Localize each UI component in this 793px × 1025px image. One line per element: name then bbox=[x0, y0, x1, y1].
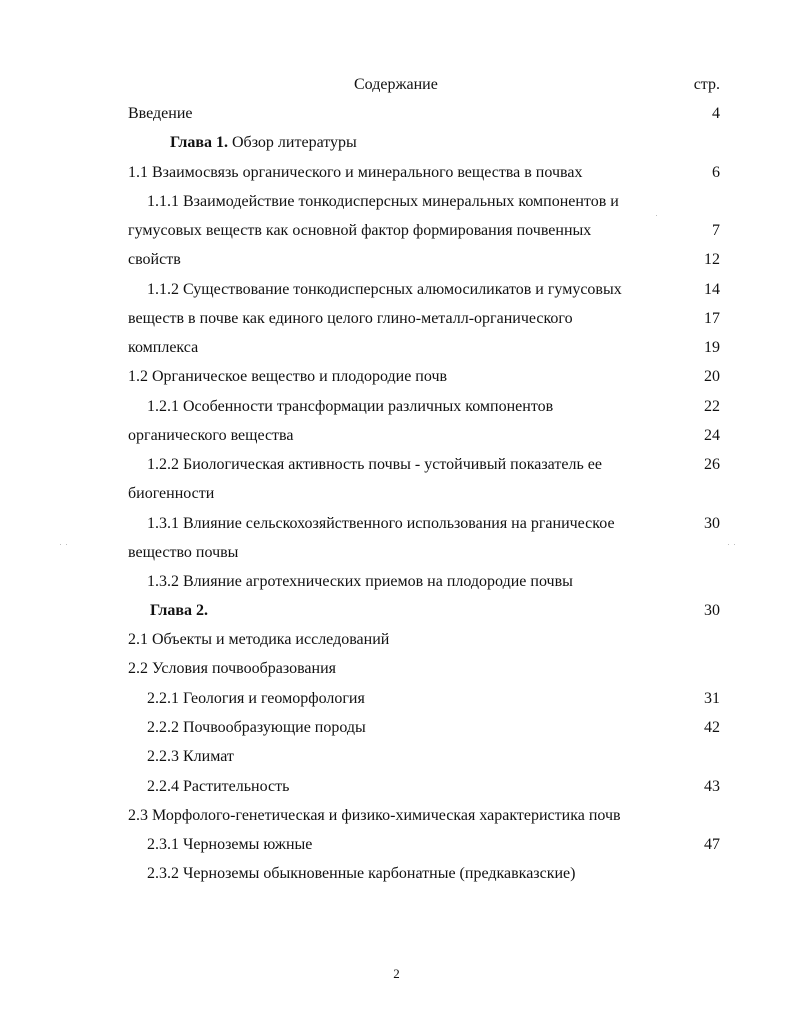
footer-page-number: 2 bbox=[393, 966, 400, 981]
toc-entry-2-2: 2.2 Условия почвообразования bbox=[128, 660, 337, 677]
toc-entry-1-2: 1.2 Органическое вещество и плодородие почв bbox=[128, 368, 448, 385]
toc-entry-chapter-2: Глава 2. bbox=[150, 602, 208, 619]
toc-entry-2-3-2: 2.3.2 Черноземы обыкновенные карбонатные (предкавказские) bbox=[147, 865, 576, 882]
toc-entry-2-2-2: 2.2.2 Почвообразующие породы bbox=[147, 719, 366, 736]
toc-entry-1-3-1: 1.3.1 Влияние сельскохозяйственного использования на рганическое bbox=[147, 515, 615, 532]
page-number-entry: 47 bbox=[704, 836, 720, 853]
page-number-entry: 14 bbox=[704, 281, 720, 298]
toc-entry-1-2-2: 1.2.2 Биологическая активность почвы - устойчивый показатель ее bbox=[147, 456, 602, 473]
toc-entry-2-2-1: 2.2.1 Геология и геоморфология bbox=[147, 690, 365, 707]
toc-entry-2-2-4: 2.2.4 Растительность bbox=[147, 778, 290, 795]
toc-entry-2-3: 2.3 Морфолого-генетическая и физико-химическая характеристика почв bbox=[128, 807, 621, 824]
page-number-entry: 20 bbox=[704, 368, 720, 385]
toc-entry-1-2-1: 1.2.1 Особенности трансформации различных компонентов bbox=[147, 398, 554, 415]
scan-speck bbox=[66, 544, 67, 545]
page-number-entry: 12 bbox=[704, 251, 720, 268]
toc-entry-1-2-1-cont: органического вещества bbox=[128, 427, 294, 444]
page-number-entry: 30 bbox=[704, 515, 720, 532]
toc-entry-2-3-1: 2.3.1 Черноземы южные bbox=[147, 836, 313, 853]
page-number-entry: 6 bbox=[712, 164, 720, 181]
toc-entry-1-1-1-cont: гумусовых веществ как основной фактор формирования почвенных bbox=[128, 222, 592, 239]
page-number-entry: 42 bbox=[704, 719, 720, 736]
toc-entry-1-2-2-cont: биогенности bbox=[128, 485, 215, 502]
chapter-1-title: Обзор литературы bbox=[228, 134, 357, 151]
page-number-entry: 26 bbox=[704, 456, 720, 473]
page-number-entry: 24 bbox=[704, 427, 720, 444]
page-number-entry: 17 bbox=[704, 310, 720, 327]
page-number-entry: 30 bbox=[704, 602, 720, 619]
toc-entry-intro: Введение bbox=[128, 105, 193, 122]
page-number-entry: 7 bbox=[712, 222, 720, 239]
scan-speck bbox=[728, 544, 729, 545]
toc-entry-1-1-2-end: комплекса bbox=[128, 339, 199, 356]
scan-speck bbox=[734, 544, 735, 545]
toc-entry-chapter-1 bbox=[170, 133, 357, 153]
scan-speck bbox=[60, 544, 61, 545]
toc-entry-1-1-1: 1.1.1 Взаимодействие тонкодисперсных минеральных компонентов и bbox=[147, 193, 619, 210]
toc-entry-1-1: 1.1 Взаимосвязь органического и минерального вещества в почвах bbox=[128, 164, 583, 181]
toc-entry-1-1-1-end: свойств bbox=[128, 251, 181, 268]
page-number-entry: 31 bbox=[704, 690, 720, 707]
toc-entry-1-1-2: 1.1.2 Существование тонкодисперсных алюмосиликатов и гумусовых bbox=[147, 281, 622, 298]
page-number-entry: 43 bbox=[704, 778, 720, 795]
toc-entry-2-1: 2.1 Объекты и методика исследований bbox=[128, 631, 390, 648]
toc-entry-1-3-1-cont: вещество почвы bbox=[128, 544, 239, 561]
page-number-entry: 4 bbox=[712, 105, 720, 122]
toc-entry-1-1-2-cont: веществ в почве как единого целого глино-металл-органического bbox=[128, 310, 573, 327]
scan-speck bbox=[656, 215, 657, 216]
page-number-entry: 19 bbox=[704, 339, 720, 356]
toc-entry-1-3-2: 1.3.2 Влияние агротехнических приемов на плодородие почвы bbox=[147, 573, 573, 590]
toc-title: Содержание bbox=[354, 76, 438, 93]
toc-entry-2-2-3: 2.2.3 Климат bbox=[147, 748, 234, 765]
page-number-entry: 22 bbox=[704, 398, 720, 415]
page-column-label: стр. bbox=[693, 76, 720, 93]
chapter-1-label: Глава 1. bbox=[170, 134, 228, 151]
